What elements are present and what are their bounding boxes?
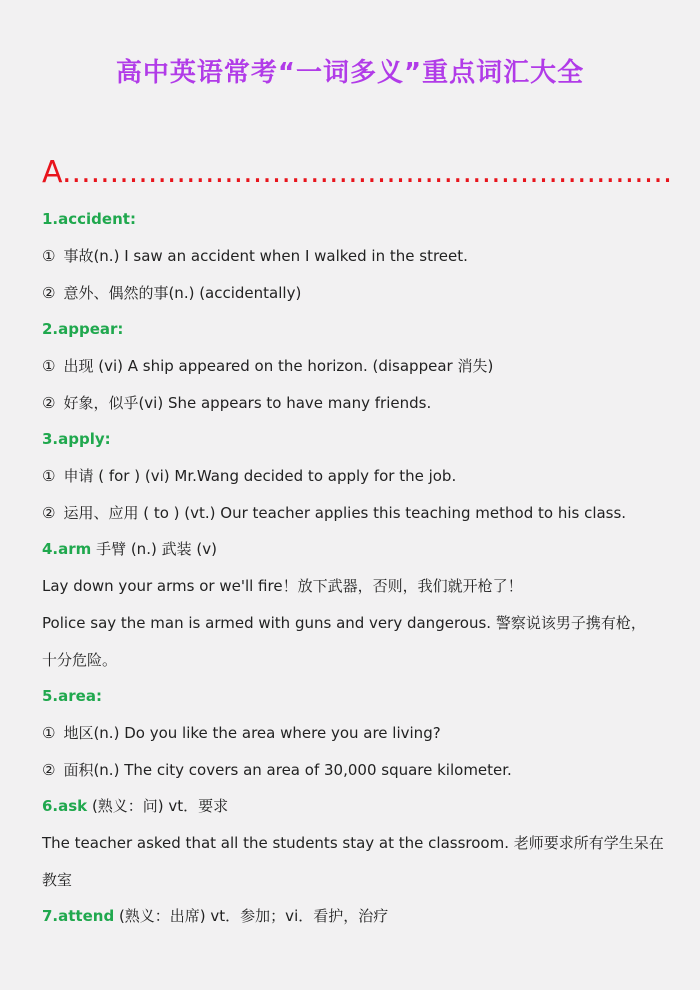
entry-line-text: 运用、应用 ( to ) (vt.) Our teacher applies this teaching method to his class.: [63, 504, 627, 522]
circled-number: ②: [42, 761, 56, 779]
circled-number: ①: [42, 357, 56, 375]
entry-line-text: 地区(n.) Do you like the area where you are living?: [63, 724, 441, 742]
entry-line-text: 教室: [42, 871, 73, 889]
entry-line: [42, 466, 456, 486]
entry-head: [42, 796, 228, 816]
entry-line: [42, 613, 646, 633]
section-dots: ................................................................: [62, 155, 673, 190]
entry-word: 4.arm: [42, 540, 92, 558]
circled-number: ②: [42, 284, 56, 302]
entry-line: [42, 760, 512, 780]
entry-head: [42, 539, 217, 559]
entry-line-text: 好象，似乎(vi) She appears to have many friends.: [63, 394, 432, 412]
entry-line-text: 面积(n.) The city covers an area of 30,000 square kilometer.: [63, 761, 512, 779]
section-heading-a: [42, 155, 673, 190]
entry-head: [42, 906, 388, 926]
entry-head: [42, 209, 136, 229]
entry-head-note: (熟义：出席) vt．参加；vi．看护，治疗: [114, 907, 389, 925]
entry-word: 2.appear:: [42, 320, 124, 338]
entry-head: [42, 686, 102, 706]
entry-line: [42, 833, 664, 853]
entry-word: 6.ask: [42, 797, 88, 815]
entry-word: 7.attend: [42, 907, 115, 925]
entry-line-text: 出现 (vi) A ship appeared on the horizon. (disappear 消失): [63, 357, 494, 375]
entry-word: 1.accident:: [42, 210, 136, 228]
circled-number: ②: [42, 504, 56, 522]
entry-line: [42, 283, 301, 303]
entry-line-text: 意外、偶然的事(n.) (accidentally): [63, 284, 302, 302]
entry-line: [42, 356, 493, 376]
entry-line: [42, 870, 72, 890]
entry-line-text: 申请 ( for ) (vi) Mr.Wang decided to apply for the job.: [63, 467, 457, 485]
entry-line: [42, 650, 117, 670]
entry-line-text: 十分危险。: [42, 651, 118, 669]
entry-line-text: 事故(n.) I saw an accident when I walked in the street.: [63, 247, 468, 265]
section-letter: A: [42, 155, 62, 190]
entry-word: 5.area:: [42, 687, 102, 705]
entry-head: [42, 429, 111, 449]
entry-line-text: Police say the man is armed with guns and very dangerous. 警察说该男子携有枪，: [42, 614, 646, 632]
entry-line: [42, 393, 431, 413]
entry-line-text: The teacher asked that all the students stay at the classroom. 老师要求所有学生呆在: [42, 834, 664, 852]
circled-number: ②: [42, 394, 56, 412]
circled-number: ①: [42, 467, 56, 485]
entry-line: [42, 723, 441, 743]
entry-line: [42, 246, 468, 266]
entry-head-note: 手臂 (n.) 武装 (v): [91, 540, 217, 558]
entry-line-text: Lay down your arms or we'll fire！放下武器，否则，我们就开枪了！: [42, 577, 523, 595]
entry-head: [42, 319, 123, 339]
circled-number: ①: [42, 724, 56, 742]
entry-word: 3.apply:: [42, 430, 111, 448]
entry-line: [42, 503, 626, 523]
entry-line: [42, 576, 523, 596]
entry-head-note: (熟义：问) vt．要求: [87, 797, 229, 815]
circled-number: ①: [42, 247, 56, 265]
page-title: 高中英语常考“一词多义”重点词汇大全: [115, 58, 585, 88]
